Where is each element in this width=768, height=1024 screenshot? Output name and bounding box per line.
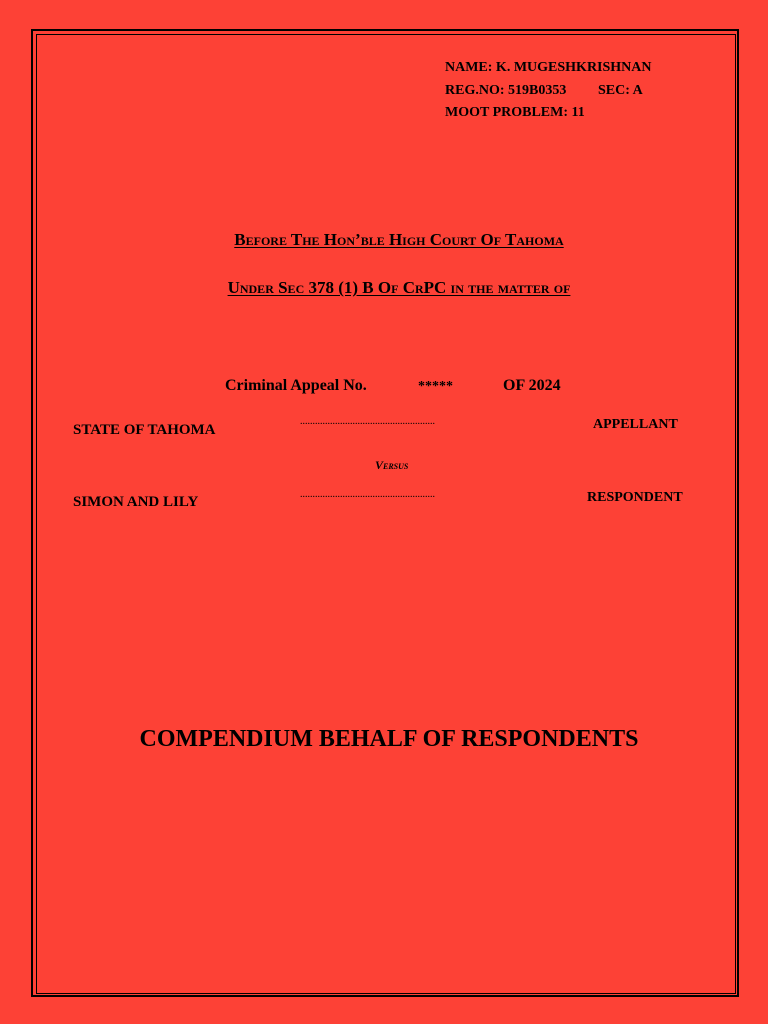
respondent-name: SIMON AND LILY [73,494,199,510]
page-border-inner [36,34,736,994]
court-heading: Before The Hon’ble High Court Of Tahoma [234,230,564,249]
document-title: COMPENDIUM BEHALF OF RESPONDENTS [139,726,639,752]
student-name: NAME: K. MUGESHKRISHNAN [445,60,652,75]
respondent-role: RESPONDENT [587,490,683,505]
appellant-name: STATE OF TAHOMA [73,422,216,438]
appellant-dots: ...................................................... [300,416,435,427]
versus-label: Versus [375,458,409,472]
appellant-role: APPELLANT [593,417,678,432]
case-number: ***** [418,379,453,394]
student-regno: REG.NO: 519B0353 [445,83,567,98]
case-year: OF 2024 [503,377,561,394]
student-section: SEC: A [598,83,643,98]
moot-problem: MOOT PROBLEM: 11 [445,105,585,120]
case-label: Criminal Appeal No. [225,377,367,394]
respondent-dots: ...................................................... [300,489,435,500]
section-heading: Under Sec 378 (1) B Of CrPC in the matter of [227,278,571,297]
